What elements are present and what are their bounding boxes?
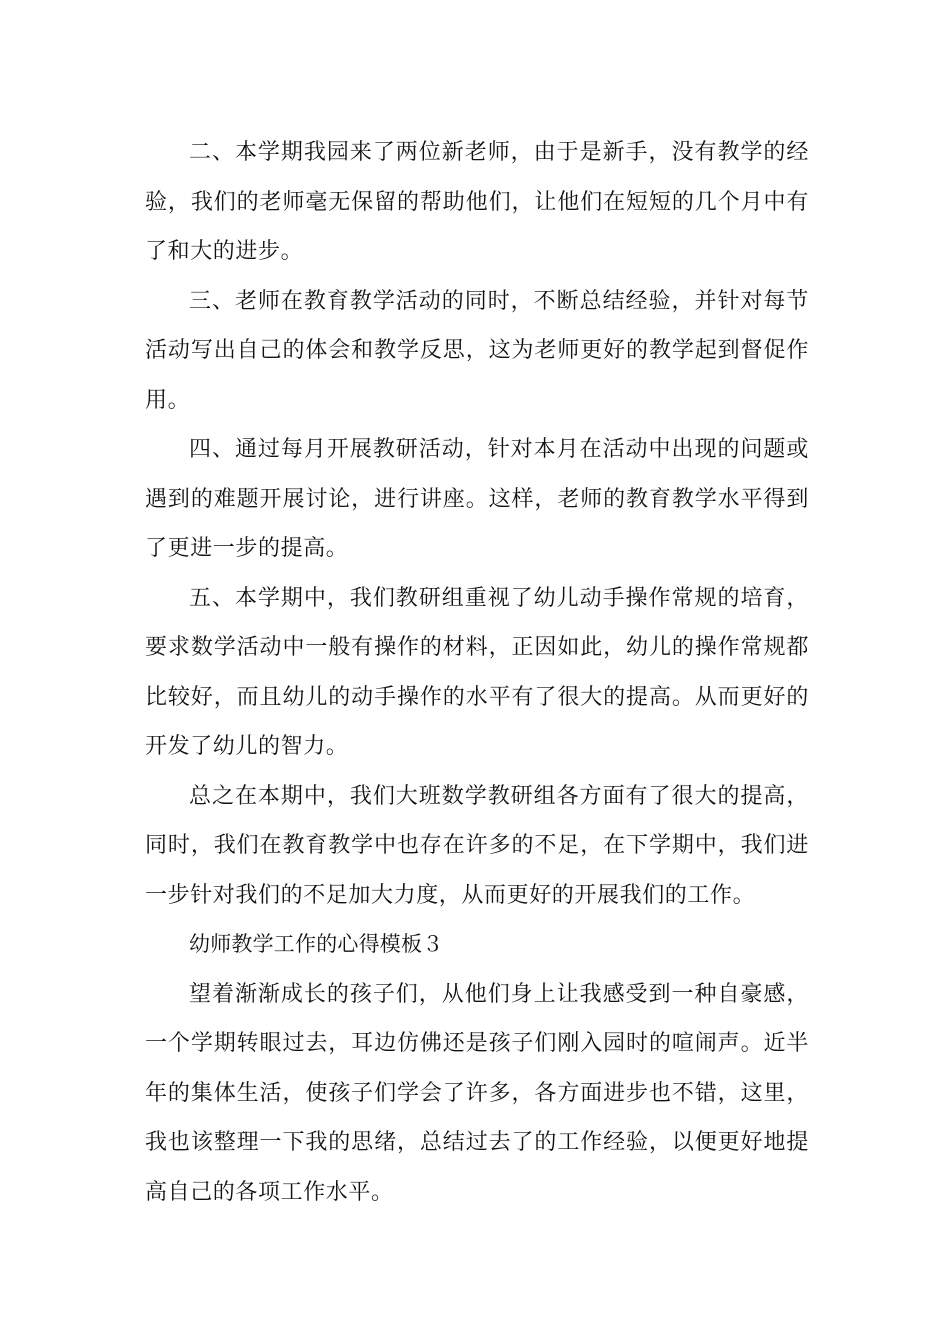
paragraph-5: 五、本学期中，我们教研组重视了幼儿动手操作常规的培育，要求数学活动中一般有操作的材料，正因如此，幼儿的操作常规都比较好，而且幼儿的动手操作的水平有了很大的提高。从而更好的开发了幼儿的智力。 bbox=[145, 585, 809, 759]
section-heading: 幼师教学工作的心得模板３ bbox=[189, 932, 444, 956]
section-paragraph-1: 望着渐渐成长的孩子们，从他们身上让我感受到一种自豪感，一个学期转眼过去，耳边仿佛还是孩子们刚入园时的喧闹声。近半年的集体生活，使孩子们学会了许多，各方面进步也不错，这里，我也该整理一下我的思绪，总结过去了的工作经验，以便更好地提高自己的各项工作水平。 bbox=[145, 981, 809, 1205]
paragraph-4: 四、通过每月开展教研活动，针对本月在活动中出现的问题或遇到的难题开展讨论，进行讲座。这样，老师的教育教学水平得到了更进一步的提高。 bbox=[145, 437, 809, 561]
paragraph-2: 二、本学期我园来了两位新老师，由于是新手，没有教学的经验，我们的老师毫无保留的帮助他们，让他们在短短的几个月中有了和大的进步。 bbox=[145, 140, 809, 264]
paragraph-summary: 总之在本期中，我们大班数学教研组各方面有了很大的提高，同时，我们在教育教学中也存在许多的不足，在下学期中，我们进一步针对我们的不足加大力度，从而更好的开展我们的工作。 bbox=[145, 783, 809, 908]
paragraph-3: 三、老师在教育教学活动的同时，不断总结经验，并针对每节活动写出自己的体会和教学反思，这为老师更好的教学起到督促作用。 bbox=[145, 288, 809, 413]
document-body bbox=[145, 128, 809, 1217]
